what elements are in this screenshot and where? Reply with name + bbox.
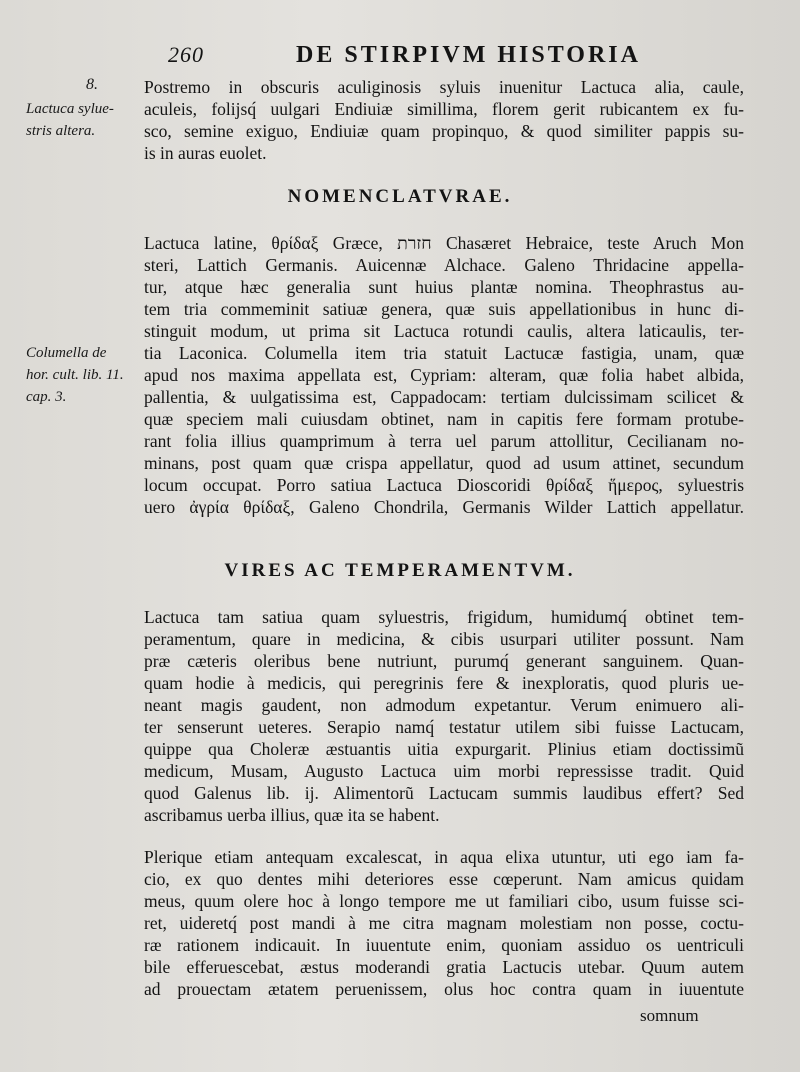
text-line: minans, post quam quæ crispa appellatur, quod ad usum attinet, secundum — [144, 453, 744, 473]
text-line: peramentum, quare in medicina, & cibis usurpari utiliter possunt. Nam — [144, 629, 744, 649]
text-line: stinguit modum, ut prima sit Lactuca rotundi caulis, altera laticaulis, ter- — [144, 321, 744, 341]
text-line: medicum, Musam, Augusto Lactuca uim morbi repressisse tradit. Quid — [144, 761, 744, 781]
text-line: neant magis gaudent, non admodum expetantur. Verum enimuero ali- — [144, 695, 744, 715]
text-line: quod Galenus lib. ij. Alimentorũ Lactucam summis laudibus effert? Sed — [144, 783, 744, 803]
text-line: Lactuca latine, θρίδαξ Græce, חזרת Chasæret Hebraice, teste Aruch Mon — [144, 233, 744, 253]
margin-note-lactuca — [26, 98, 146, 142]
text-line: tia Laconica. Columella item tria statuit Lactucæ fastigia, unam, quæ — [144, 343, 744, 363]
running-head: DE STIRPIVM HISTORIA — [296, 42, 641, 68]
text-line: cio, ex quo dentes mihi deteriores esse cœperunt. Nam amicus quidam — [144, 869, 744, 889]
text-line: Postremo in obscuris aculiginosis syluis inuenitur Lactuca alia, caule, — [144, 77, 744, 97]
heading-nomenclaturae: NOMENCLATVRAE. — [287, 186, 513, 207]
text-line: Plerique etiam antequam excalescat, in aqua elixa utuntur, uti ego iam fa- — [144, 847, 744, 867]
text-line: steri, Lattich Germanis. Auicennæ Alchace. Galeno Thridacine appella- — [144, 255, 744, 275]
text-line: bile efferuescebat, æstus moderandi gratia Lactucis utebar. Quum autem — [144, 957, 744, 977]
text-line: præ cæteris oleribus bene nutriunt, purumq́ generant sanguinem. Quan- — [144, 651, 744, 671]
text-line: ter senserunt ueteres. Serapio namq́ testatur utilem sibi fuisse Lactucam, — [144, 717, 744, 737]
text-line: ad prouectam ætatem peruenissem, olus hoc contra quam in iuuentute — [144, 979, 744, 999]
text-line: aculeis, folijsq́ uulgari Endiuiæ simillima, florem gerit rubicantem ex fu- — [144, 99, 744, 119]
page-header — [0, 42, 800, 74]
margin-note-line: stris altera. — [26, 123, 96, 139]
text-line: tem tria commeminit satiuæ genera, quæ suis appellationibus in hunc di- — [144, 299, 744, 319]
text-line: sco, semine exiguo, Endiuiæ quam propinquo, & quod similiter pappis su- — [144, 121, 744, 141]
heading-vires-ac-temperamentum: VIRES AC TEMPERAMENTVM. — [224, 560, 576, 581]
text-line: uero ἀγρία θρίδαξ, Galeno Chondrila, Germanis Wilder Lattich appellatur. — [144, 497, 744, 517]
margin-note-line: cap. 3. — [26, 389, 67, 405]
margin-note-line: hor. cult. lib. 11. — [26, 367, 124, 383]
paragraph-vires — [144, 606, 744, 826]
text-line: tur, atque hæc generalia sunt huius plantæ nomina. Theophrastus au- — [144, 277, 744, 297]
text-line: Lactuca tam satiua quam syluestris, frigidum, humidumq́ obtinet tem- — [144, 607, 744, 627]
text-line: quæ speciem mali cuiusdam obtinet, nam in capitis fere formam protube- — [144, 409, 744, 429]
page-number: 260 — [168, 42, 204, 67]
paragraph-lactuca-sylvestris — [144, 76, 744, 164]
text-line: ret, uideretq́ post mandi à me citra magnam molestiam non posse, coctu- — [144, 913, 744, 933]
text-line: quam hodie à medicis, qui peregrinis fere & inexploratis, quod pluris ue- — [144, 673, 744, 693]
margin-note-columella — [26, 342, 146, 408]
text-line: pallentia, & uulgatissima est, Cappadocam: tertiam dulcissimam scilicet & — [144, 387, 744, 407]
text-line: is in auras euolet. — [144, 143, 267, 163]
text-line: locum occupat. Porro satiua Lactuca Dioscoridi θρίδαξ ἥμερος, syluestris — [144, 475, 744, 495]
paragraph-galenus-quote — [144, 846, 744, 1000]
margin-note-line: Columella de — [26, 345, 107, 361]
text-line: quippe qua Choleræ æstuantis uitia expurgarit. Plinius etiam doctissimũ — [144, 739, 744, 759]
margin-section-number: 8. — [86, 76, 98, 93]
catchword: somnum — [640, 1006, 699, 1025]
text-line: meus, quum olere hoc à longo tempore me ut familiari cibo, usum fuisse sci- — [144, 891, 744, 911]
text-line: rant folia illius quamprimum à terra uel parum attollitur, Cecilianam no- — [144, 431, 744, 451]
text-line: ræ rationem indicauit. In iuuentute enim, quoniam assiduo os uentriculi — [144, 935, 744, 955]
text-line: apud nos maxima appellata est, Cypriam: alteram, quæ folia habet albida, — [144, 365, 744, 385]
text-line: ascribamus uerba illius, quæ ita se habent. — [144, 805, 440, 825]
margin-note-line: Lactuca sylue- — [26, 101, 114, 117]
paragraph-nomenclaturae — [144, 232, 744, 518]
